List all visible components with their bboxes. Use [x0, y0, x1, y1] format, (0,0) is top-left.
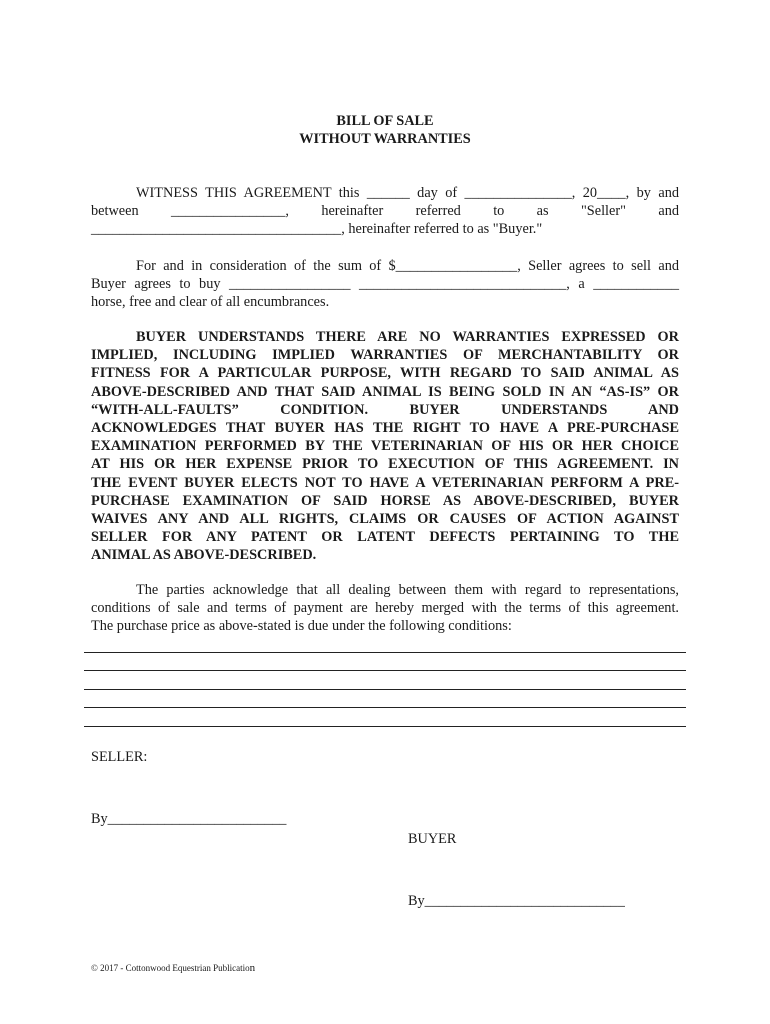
- warranty-disclaimer: [91, 328, 679, 565]
- merger-line: conditions of sale and terms of payment are hereby merged with the terms of this agreement.: [91, 600, 679, 617]
- condition-blank-line[interactable]: [84, 670, 686, 671]
- witness-paragraph: [91, 184, 679, 239]
- disclaimer-line: IMPLIED, INCLUDING IMPLIED WARRANTIES OF MERCHANTABILITY OR: [91, 347, 679, 364]
- witness-word: and: [658, 203, 679, 220]
- merger-paragraph: [91, 581, 679, 636]
- copyright-text: © 2017 - Cottonwood Equestrian Publicatio: [91, 963, 250, 973]
- seller-signature-line[interactable]: By_________________________: [91, 811, 287, 827]
- seller-label: SELLER:: [91, 749, 148, 765]
- witness-line-1: WITNESS THIS AGREEMENT this ______ day of _______________, 20____, by and: [136, 185, 679, 201]
- disclaimer-line: ANIMAL AS ABOVE-DESCRIBED.: [91, 547, 317, 564]
- document-subtitle: WITHOUT WARRANTIES: [299, 131, 471, 147]
- disclaimer-line: BUYER UNDERSTANDS THERE ARE NO WARRANTIES EXPRESSED OR: [136, 329, 679, 345]
- copyright-text-tail: n: [249, 962, 256, 974]
- disclaimer-line: ABOVE-DESCRIBED AND THAT SAID ANIMAL IS BEING SOLD IN AN “AS-IS” OR: [91, 383, 679, 400]
- buyer-label: BUYER: [408, 831, 457, 847]
- witness-word: between: [91, 203, 139, 220]
- consideration-line-3: horse, free and clear of all encumbrances.: [91, 294, 330, 311]
- witness-line-3: ___________________________________, hereinafter referred to as "Buyer.": [91, 221, 543, 238]
- disclaimer-line: “WITH-ALL-FAULTS” CONDITION. BUYER UNDERSTANDS AND: [91, 401, 679, 418]
- witness-word: as: [536, 203, 549, 220]
- copyright-footer: [91, 962, 255, 974]
- disclaimer-line: AT HIS OR HER EXPENSE PRIOR TO EXECUTION OF THIS AGREEMENT. IN: [91, 456, 679, 473]
- condition-blank-line[interactable]: [84, 707, 686, 708]
- disclaimer-line: ACKNOWLEDGES THAT BUYER HAS THE RIGHT TO HAVE A PRE-PURCHASE: [91, 420, 679, 437]
- witness-word: referred: [415, 203, 461, 220]
- disclaimer-line: EXAMINATION PERFORMED BY THE VETERINARIAN OF HIS OR HER CHOICE: [91, 438, 679, 455]
- witness-word: ________________,: [171, 203, 289, 220]
- disclaimer-line: THE EVENT BUYER ELECTS NOT TO HAVE A VETERINARIAN PERFORM A PRE-: [91, 474, 679, 491]
- witness-line-2: [91, 202, 679, 220]
- document-title: BILL OF SALE: [336, 113, 434, 129]
- consideration-paragraph: [91, 257, 679, 312]
- condition-blank-line[interactable]: [84, 689, 686, 690]
- witness-word: hereinafter: [321, 203, 384, 220]
- consideration-line-2: Buyer agrees to buy _________________ _____________________________, a ____________: [91, 276, 679, 293]
- merger-line: The parties acknowledge that all dealing between them with regard to representations,: [136, 582, 679, 598]
- witness-word: to: [493, 203, 505, 220]
- merger-line: The purchase price as above-stated is due under the following conditions:: [91, 618, 512, 635]
- condition-blank-line[interactable]: [84, 652, 686, 653]
- buyer-signature-line[interactable]: By____________________________: [408, 893, 625, 909]
- witness-word: "Seller": [580, 203, 626, 220]
- disclaimer-line: WAIVES ANY AND ALL RIGHTS, CLAIMS OR CAUSES OF ACTION AGAINST: [91, 511, 679, 528]
- condition-blank-line[interactable]: [84, 726, 686, 727]
- disclaimer-line: PURCHASE EXAMINATION OF SAID HORSE AS ABOVE-DESCRIBED, BUYER: [91, 492, 679, 509]
- disclaimer-line: SELLER FOR ANY PATENT OR LATENT DEFECTS PERTAINING TO THE: [91, 529, 679, 546]
- disclaimer-line: FITNESS FOR A PARTICULAR PURPOSE, WITH REGARD TO SAID ANIMAL AS: [91, 365, 679, 382]
- consideration-line-1: For and in consideration of the sum of $_________________, Seller agrees to sell and: [136, 258, 679, 274]
